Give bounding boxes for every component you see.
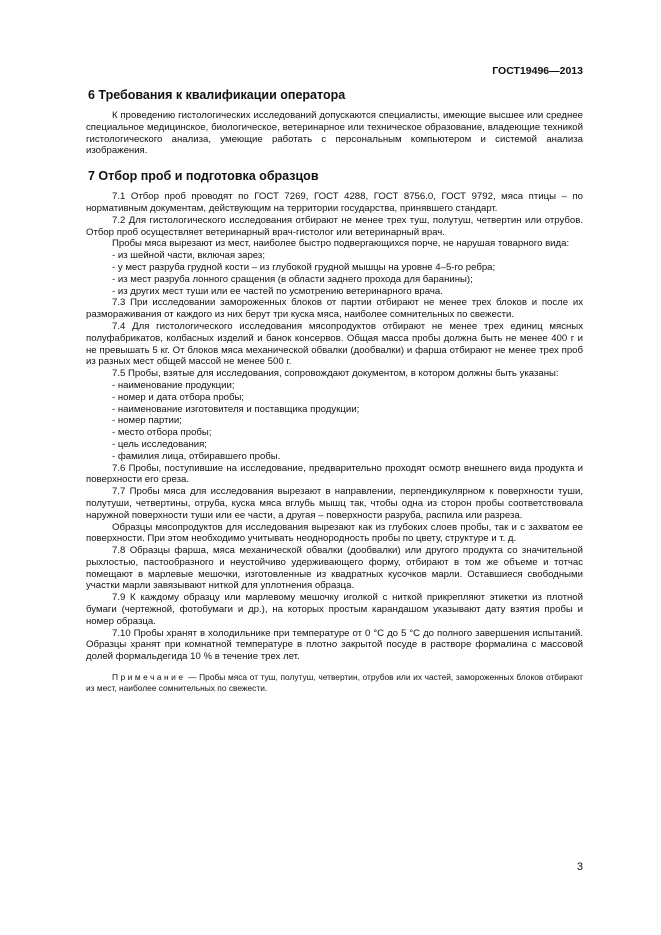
list-item: - фамилия лица, отбиравшего пробы. <box>112 450 281 462</box>
list-item: - место отбора пробы; <box>112 427 212 439</box>
list-item: - из мест разруба лонного сращения (в области заднего прохода для баранины); <box>112 273 473 285</box>
para-7-8: 7.8 Образцы фарша, мяса механической обвалки (дообвалки) или другого продукта со значительной рыхлостью, пастообразного и неустойчиво удерживающего форму, отбирают в том же объеме и тотчас помещают в марлевые мешочки, изготовленные из квадратных кусочков марли. Оставшиеся свободными участки марли завязывают ниткой для уплотнения образца. <box>86 545 583 592</box>
para-7-1: 7.1 Отбор проб проводят по ГОСТ 7269, ГОСТ 4288, ГОСТ 8756.0, ГОСТ 9792, мяса птицы – по нормативным документам, действующим на территории государства, принявшего стандарт. <box>86 191 583 214</box>
para-7-5: 7.5 Пробы, взятые для исследования, сопровождают документом, в котором должны быть указаны: <box>112 368 559 380</box>
para-7-4: 7.4 Для гистологического исследования мясопродуктов отбирают не менее трех единиц мясных полуфабрикатов, колбасных изделий и банок консервов. Общая масса пробы должна быть не менее 400 г и не превышать 5 кг. От блоков мяса механической обвалки (дообвалки) и фарша отбирают не менее трех проб из разных мест общей массой не менее 500 г. <box>86 320 583 368</box>
note <box>86 672 583 693</box>
note-label: Примечание <box>112 672 186 683</box>
page-number: 3 <box>576 861 583 873</box>
section-7 <box>86 169 583 693</box>
list-item: - номер и дата отбора пробы; <box>112 391 245 403</box>
list-item: - цель исследования; <box>112 438 207 450</box>
section-6 <box>86 88 583 157</box>
para-7-9: 7.9 К каждому образцу или марлевому мешочку иголкой с ниткой прикрепляют этикетки из плотной бумаги (чертежной, фотобумаги и др.), на которых простым карандашом указывают дату взятия пробы и номер образца. <box>86 592 583 627</box>
document-content <box>86 88 583 693</box>
para-7-2: 7.2 Для гистологического исследования отбирают не менее трех туш, полутуш, четвертин или отрубов. Отбор проб осуществляет ветеринарный врач-гистолог или ветеринарный врач. <box>86 214 583 238</box>
section-7-title: 7 Отбор проб и подготовка образцов <box>88 169 319 184</box>
list-item: - у мест разруба грудной кости – из глубокой грудной мышцы на уровне 4–5-го ребра; <box>112 261 496 273</box>
list-item: - из других мест туши или ее частей по усмотрению ветеринарного врача. <box>112 285 443 297</box>
section-6-text: К проведению гистологических исследований допускаются специалисты, имеющие высшее или среднее специальное медицинское, биологическое, ветеринарное или техническое образование, владеющие техникой гистологического анализа, умеющие работать с персональным компьютером и системой анализа изображения. <box>86 110 583 157</box>
note-text: — Пробы мяса от туш, полутуш, четвертин, отрубов или их частей, замороженных блоков отбирают из мест, наиболее сомнительных по свежести. <box>86 672 583 693</box>
list-item: - из шейной части, включая зарез; <box>112 250 265 262</box>
para-7-10: 7.10 Пробы хранят в холодильнике при температуре от 0 °С до 5 °С до полного завершения испытаний. Образцы хранят при комнатной температуре в плотно закрытой посуде в растворе формалина с массовой долей формальдегида 10 % в течение трех лет. <box>86 627 583 663</box>
para-7-6: 7.6 Пробы, поступившие на исследование, предварительно проходят осмотр внешнего вида продукта и поверхности его среза. <box>86 462 583 486</box>
para-7-3: 7.3 При исследовании замороженных блоков от партии отбирают не менее трех блоков и после их размораживания от каждого из них берут три куска мяса, наиболее сомнительных по свежести. <box>86 297 583 321</box>
list-item: - наименование изготовителя и поставщика продукции; <box>112 403 360 415</box>
para-7-2-cont: Пробы мяса вырезают из мест, наиболее быстро подвергающихся порче, не нарушая товарного вида: <box>112 238 570 250</box>
list-item: - наименование продукции; <box>112 379 235 391</box>
para-7-7: 7.7 Пробы мяса для исследования вырезают в направлении, перпендикулярном к поверхности туши, полутуши, четвертины, отруба, куска мяса вглубь мышц так, чтобы одна из сторон пробы соответствовала наружной поверхности туши или ее части, а другая – поверхности разруба, распила или разреза. <box>86 486 583 521</box>
para-7-7-cont: Образцы мясопродуктов для исследования вырезают как из глубоких слоев пробы, так и с захватом ее поверхности. При этом необходимо учитывать неоднородность пробы по цвету, структуре и т. д. <box>86 521 583 545</box>
section-6-title: 6 Требования к квалификации оператора <box>88 88 346 102</box>
list-item: - номер партии; <box>112 415 182 427</box>
document-code: ГОСТ19496—2013 <box>492 65 583 77</box>
